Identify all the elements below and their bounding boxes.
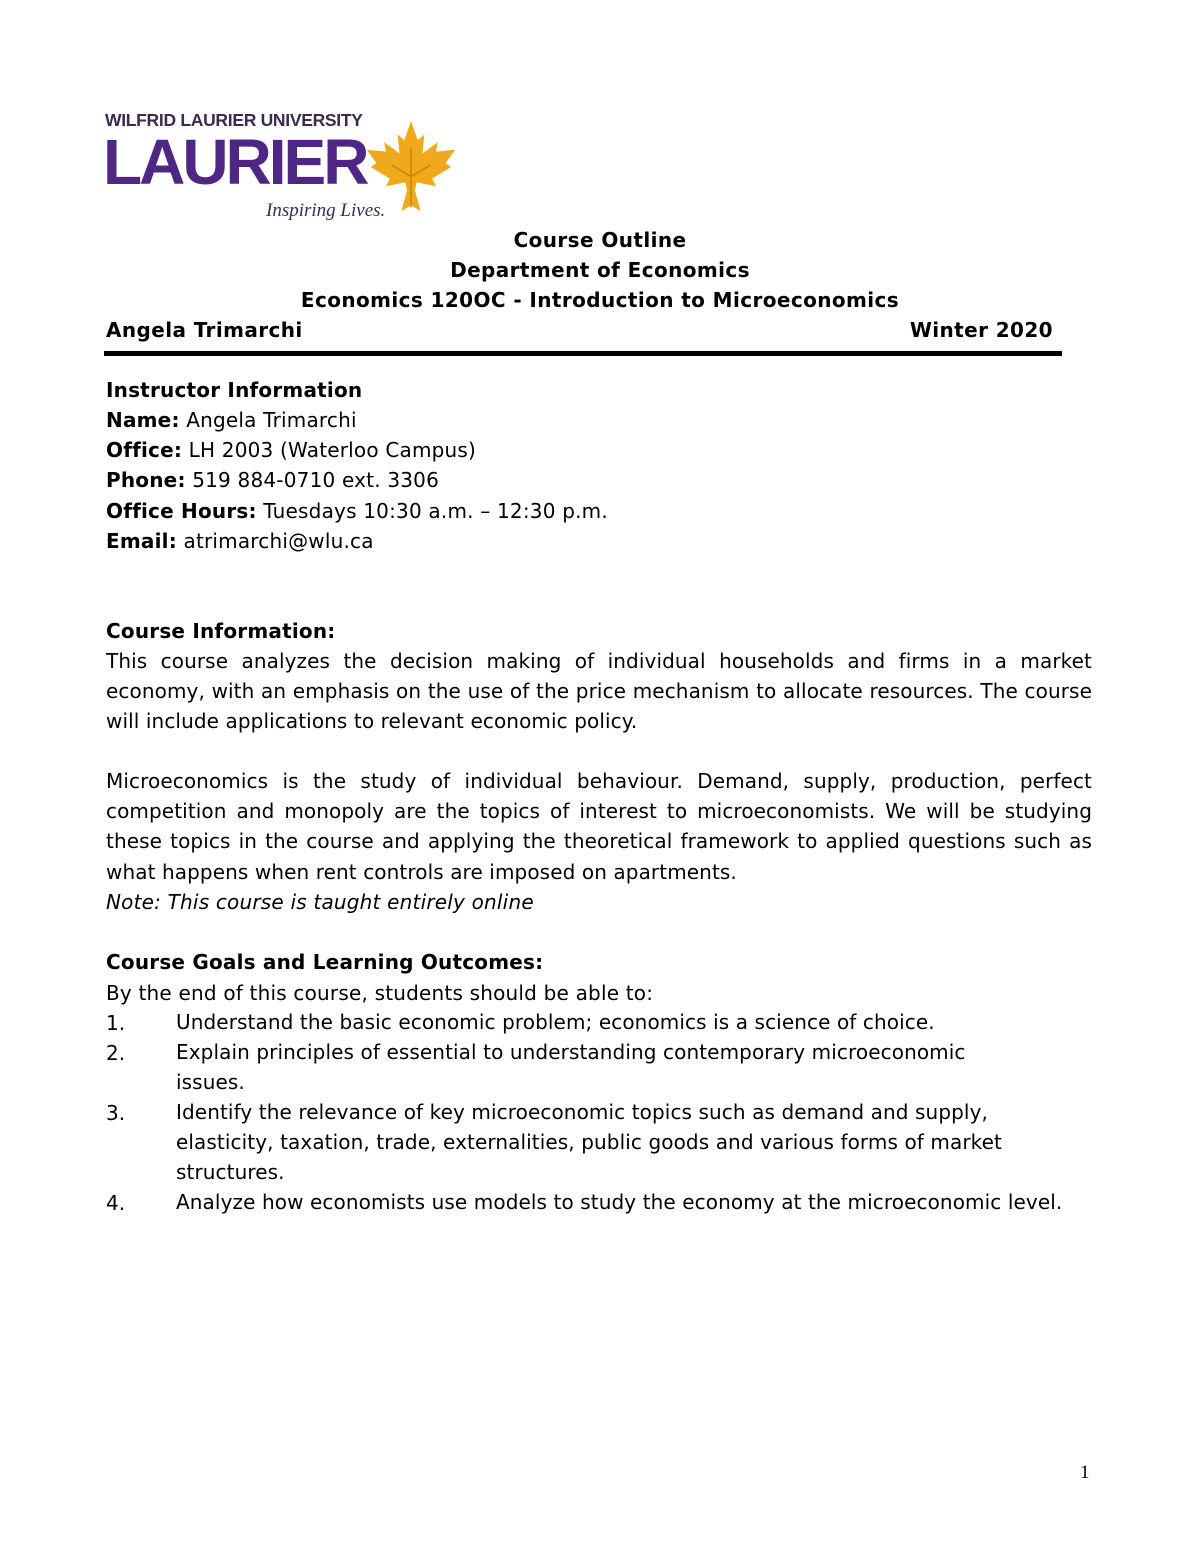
instructor-email-row — [106, 529, 374, 553]
course-info-heading: Course Information: — [106, 619, 336, 643]
instructor-hours-row — [106, 499, 608, 523]
phone-value: 519 884-0710 ext. 3306 — [192, 468, 440, 492]
goals-intro: By the end of this course, students should be able to: — [106, 981, 654, 1005]
email-label: Email: — [106, 529, 177, 553]
email-value[interactable]: atrimarchi@wlu.ca — [183, 529, 374, 553]
term-header: Winter 2020 — [909, 318, 1053, 342]
goal-text: Explain principles of essential to understanding contemporary microeconomic issues. — [176, 1040, 966, 1095]
course-info-paragraph-2: Microeconomics is the study of individual behaviour. Demand, supply, production, perfect competition and monopoly are the topics of interest to microeconomists. We will be studying these topics in the course and applying the theoretical framework to applied questions such as what happens when rent controls are imposed on apartments. — [106, 769, 1092, 884]
instructor-office-row — [106, 438, 476, 462]
logo-university-name: WILFRID LAURIER UNIVERSITY — [105, 110, 363, 130]
goal-number: 4. — [106, 1191, 126, 1215]
goal-text: Understand the basic economic problem; economics is a science of choice. — [176, 1010, 935, 1034]
course-info-paragraph-1: This course analyzes the decision making of individual households and firms in a market economy, with an emphasis on the use of the price mechanism to allocate resources. The course will include applications to relevant economic policy. — [106, 649, 1092, 734]
phone-label: Phone: — [106, 468, 186, 492]
course-name: Economics 120OC - Introduction to Microeconomics — [300, 288, 900, 312]
instructor-info-heading: Instructor Information — [106, 378, 363, 402]
page-number: 1 — [1080, 1462, 1090, 1483]
goals-heading: Course Goals and Learning Outcomes: — [106, 950, 544, 974]
goal-number: 1. — [106, 1011, 126, 1035]
hours-label: Office Hours: — [106, 499, 257, 523]
office-label: Office: — [106, 438, 183, 462]
office-value: LH 2003 (Waterloo Campus) — [188, 438, 477, 462]
goal-text: Analyze how economists use models to study the economy at the microeconomic level. — [176, 1190, 1063, 1214]
goal-text: Identify the relevance of key microeconomic topics such as demand and supply, elasticity, taxation, trade, externalities, public goods and various forms of market structures. — [176, 1100, 1002, 1185]
logo-tagline: Inspiring Lives. — [266, 200, 386, 221]
document-title: Course Outline — [513, 228, 687, 252]
name-value: Angela Trimarchi — [186, 408, 357, 432]
name-label: Name: — [106, 408, 180, 432]
hours-value: Tuesdays 10:30 a.m. – 12:30 p.m. — [263, 499, 608, 523]
logo-wordmark: LAURIER — [103, 126, 367, 198]
university-logo — [105, 110, 475, 228]
instructor-name-row — [106, 408, 357, 432]
instructor-phone-row — [106, 468, 439, 492]
goal-number: 3. — [106, 1101, 126, 1125]
course-info-note: Note: This course is taught entirely online — [106, 890, 534, 914]
goal-number: 2. — [106, 1041, 126, 1065]
instructor-header: Angela Trimarchi — [106, 318, 303, 342]
department-name: Department of Economics — [450, 258, 750, 282]
header-divider — [104, 351, 1062, 356]
